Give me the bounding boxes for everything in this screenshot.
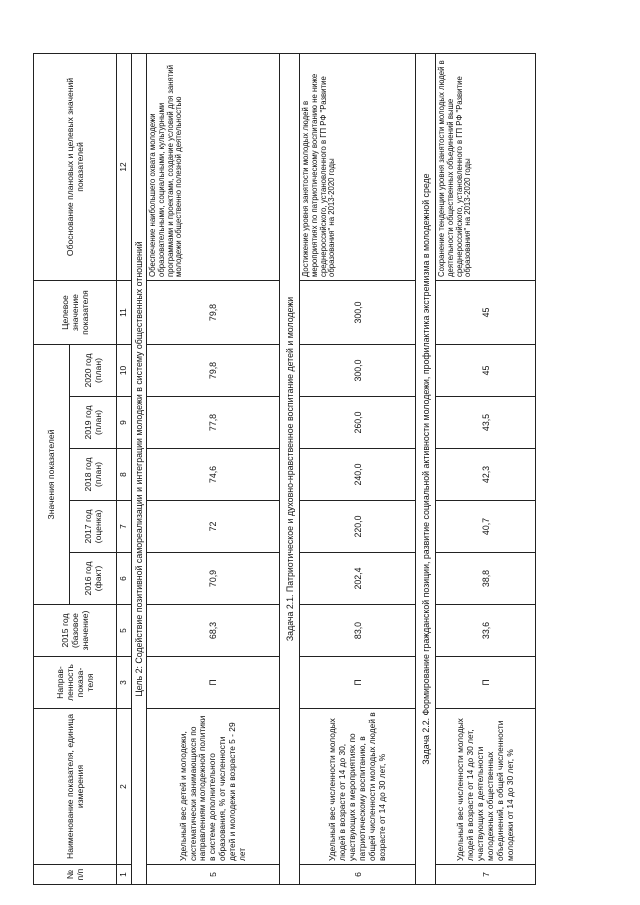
indicator-name: Удельный вес численности молодых людей в возрасте от 14 до 30, участвующих в мероприятиях по патриотическому воспитанию, в общей численности молодых людей в возрасте от 14 до 30 лет, % bbox=[300, 709, 416, 865]
column-number: 2 bbox=[117, 709, 132, 865]
column-number: 3 bbox=[117, 657, 132, 709]
value-2017: 220,0 bbox=[300, 501, 416, 553]
header-row-top bbox=[34, 54, 70, 885]
section-title-row bbox=[131, 54, 146, 885]
base-value: 68,3 bbox=[147, 605, 280, 657]
header-col-target: Целевое значение показателя bbox=[34, 281, 117, 345]
header-values-group: Значения показателей bbox=[34, 345, 70, 605]
row-number: 5 bbox=[147, 865, 280, 885]
value-2019: 77,8 bbox=[147, 397, 280, 449]
target-value: 79,8 bbox=[147, 281, 280, 345]
value-2020: 45 bbox=[436, 345, 536, 397]
column-number: 9 bbox=[117, 397, 132, 449]
target-value: 300,0 bbox=[300, 281, 416, 345]
value-2016: 70,9 bbox=[147, 553, 280, 605]
row-number: 7 bbox=[436, 865, 536, 885]
task-2-1-title: Задача 2.1. Патриотическое и духовно-нравственное воспитание детей и молодежи bbox=[280, 54, 300, 885]
column-number: 5 bbox=[117, 605, 132, 657]
column-numbers-row bbox=[117, 54, 132, 885]
section-title-row bbox=[280, 54, 300, 885]
table-row bbox=[300, 54, 416, 885]
value-2018: 74,6 bbox=[147, 449, 280, 501]
goal-2-title: Цель 2: Содействие позитивной самореализации и интеграции молодежи в систему общественных отношений bbox=[131, 54, 146, 885]
value-2019: 43,5 bbox=[436, 397, 536, 449]
header-year: 2018 год (план) bbox=[70, 449, 117, 501]
justification-text: Сохранение тенденции уровня занятости молодых людей в деятельности общественных объединений выше среднероссийского, установленного в ГП РФ "Развитие образования" на 2013-2020 годы bbox=[436, 54, 536, 281]
target-value: 45 bbox=[436, 281, 536, 345]
header-col-justification: Обоснование плановых и целевых значений показателей bbox=[34, 54, 117, 281]
base-value: 83,0 bbox=[300, 605, 416, 657]
indicator-direction: П bbox=[300, 657, 416, 709]
column-number: 10 bbox=[117, 345, 132, 397]
justification-text: Обеспечение наибольшего охвата молодежи образовательными, социальными, культурными программами и проектами, создание условий для занятий молодежи общественно полезной деятельностью bbox=[147, 54, 280, 281]
header-col-base: 2015 год (базовое значение) bbox=[34, 605, 117, 657]
base-value: 33,6 bbox=[436, 605, 536, 657]
header-year: 2019 год (план) bbox=[70, 397, 117, 449]
column-number: 11 bbox=[117, 281, 132, 345]
value-2019: 260,0 bbox=[300, 397, 416, 449]
table-row bbox=[436, 54, 536, 885]
table-row bbox=[147, 54, 280, 885]
column-number: 1 bbox=[117, 865, 132, 885]
column-number: 8 bbox=[117, 449, 132, 501]
header-year: 2016 год (факт) bbox=[70, 553, 117, 605]
value-2020: 79,8 bbox=[147, 345, 280, 397]
task-2-2-title: Задача 2.2. Формирование гражданской позиции, развитие социальной активности молодежи, профилактика экстремизма в молодежной среде bbox=[416, 54, 436, 885]
indicator-direction: П bbox=[436, 657, 536, 709]
indicators-table bbox=[33, 53, 536, 885]
column-number: 12 bbox=[117, 54, 132, 281]
justification-text: Достижение уровня занятости молодых людей в мероприятиях по патриотическому воспитанию не ниже среднероссийского, установленного в ГП РФ "Развитие образования" на 2013-2020 годы bbox=[300, 54, 416, 281]
column-number: 7 bbox=[117, 501, 132, 553]
value-2017: 40,7 bbox=[436, 501, 536, 553]
value-2016: 202,4 bbox=[300, 553, 416, 605]
value-2018: 240,0 bbox=[300, 449, 416, 501]
header-year: 2020 год (план) bbox=[70, 345, 117, 397]
value-2020: 300,0 bbox=[300, 345, 416, 397]
indicator-name: Удельный вес численности молодых людей в возрасте от 14 до 30 лет, участвующих в деятельности молодежных общественных объединений, в общей численности молодежи от 14 до 30 лет, % bbox=[436, 709, 536, 865]
row-number: 6 bbox=[300, 865, 416, 885]
header-col-direction: Направ-ленность показа-теля bbox=[34, 657, 117, 709]
header-col-num: № п/п bbox=[34, 865, 117, 885]
column-number: 6 bbox=[117, 553, 132, 605]
indicator-name: Удельный вес детей и молодежи, систематически занимающихся по направлениям молодежной политики в системе дополнительного образования, % от численности детей и молодежи в возрасте 5 - 29 лет bbox=[147, 709, 280, 865]
header-year: 2017 год (оценка) bbox=[70, 501, 117, 553]
header-col-name: Наименование показателя, единица измерения bbox=[34, 709, 117, 865]
value-2018: 42,3 bbox=[436, 449, 536, 501]
value-2016: 38,8 bbox=[436, 553, 536, 605]
value-2017: 72 bbox=[147, 501, 280, 553]
section-title-row bbox=[416, 54, 436, 885]
indicator-direction: П bbox=[147, 657, 280, 709]
